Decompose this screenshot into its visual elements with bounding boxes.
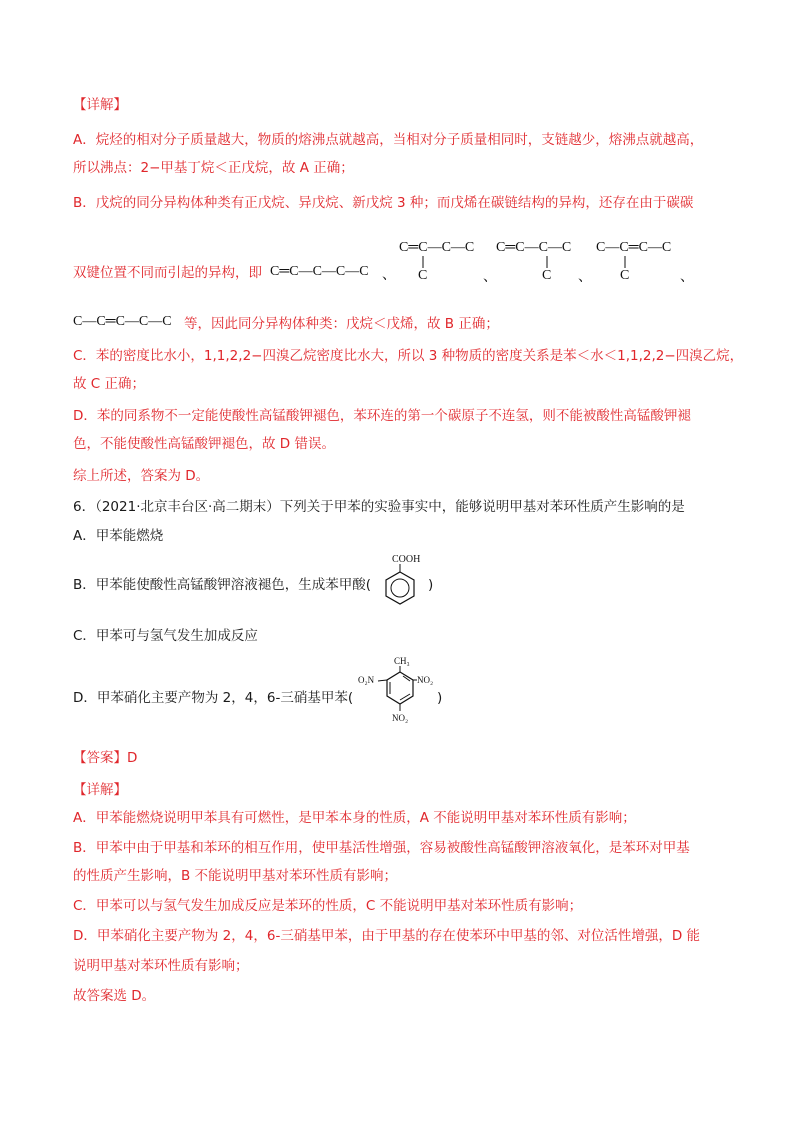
explanation2-a: A．甲苯能燃烧说明甲苯具有可燃性，是甲苯本身的性质，A 不能说明甲基对苯环性质有影响； (73, 810, 636, 826)
explanation-heading-2: 【详解】 (73, 782, 127, 798)
explanation-a-line1: A．烷烃的相对分子质量越大，物质的熔沸点就越高，当相对分子质量相同时，支链越少，熔沸点就越高， (73, 132, 704, 148)
option-a: A．甲苯能燃烧 (73, 528, 164, 544)
option-b-close: ) (428, 577, 434, 593)
conclusion: 故答案选 D。 (73, 988, 156, 1004)
tnt-ring (387, 672, 413, 704)
isomer-5: C—C═C—C—C (73, 314, 172, 329)
option-b: B．甲苯能使酸性高锰酸钾溶液褪色，生成苯甲酸( (73, 577, 372, 593)
explanation2-c: C．甲苯可以与氢气发生加成反应是苯环的性质，C 不能说明甲基对苯环性质有影响； (73, 898, 583, 914)
isomer-4-branch: C (620, 268, 630, 283)
tnt-left-bond (378, 680, 387, 681)
tnt-ch3-label: CH₃ (394, 656, 410, 666)
isomer-sep-3: 、 (578, 270, 592, 285)
isomer-3-main: C═C—C—C (496, 240, 572, 255)
tnt-structure (348, 655, 448, 727)
option-d: D．甲苯硝化主要产物为 2，4，6-三硝基甲苯( (73, 690, 354, 706)
answer-line (73, 748, 137, 768)
explanation-b-line1: B．戊烷的同分异构体种类有正戊烷、异戊烷、新戊烷 3 种；而戊烯在碳链结构的异构，还存在由于碳碳 (73, 195, 694, 211)
tnt-no2-right: NO₂ (417, 675, 434, 685)
isomer-3-branch: C (542, 268, 552, 283)
tnt-double-bond-3 (403, 676, 410, 681)
explanation-c-line2: 故 C 正确； (73, 376, 146, 392)
question-6-stem: 6．（2021·北京丰台区·高二期末）下列关于甲苯的实验事实中，能够说明甲基对苯环性质产生影响的是 (73, 499, 685, 515)
answer-value: D (127, 750, 138, 766)
tnt-no2-bottom: NO₂ (392, 713, 409, 723)
explanation2-d-line1: D．甲苯硝化主要产物为 2，4，6-三硝基甲苯，由于甲基的存在使苯环中甲基的邻、对位活性增强，D 能 (73, 928, 701, 944)
benzene-ring (386, 572, 414, 604)
benzene-aromatic-circle (391, 579, 409, 597)
option-c: C．甲苯可与氢气发生加成反应 (73, 628, 258, 644)
answer-label: 【答案】 (73, 750, 127, 766)
explanation-heading-1: 【详解】 (73, 97, 127, 113)
explanation2-d-line2: 说明甲基对苯环性质有影响； (73, 958, 249, 974)
explanation-d-line2: 色，不能使酸性高锰酸钾褪色，故 D 错误。 (73, 436, 335, 452)
explanation-c-line1: C．苯的密度比水小，1,1,2,2−四溴乙烷密度比水大，所以 3 种物质的密度关系是苯＜水＜1,1,2,2−四溴乙烷， (73, 348, 744, 364)
explanation2-b-line1: B．甲苯中由于甲基和苯环的相互作用，使甲基活性增强，容易被酸性高锰酸钾溶液氧化，是苯环对甲基 (73, 840, 690, 856)
benzoic-cooh-label: COOH (392, 554, 421, 565)
isomer-1: C═C—C—C—C (270, 264, 369, 279)
explanation-d-line1: D．苯的同系物不一定能使酸性高锰酸钾褪色，苯环连的第一个碳原子不连氢，则不能被酸性高锰酸钾褪 (73, 408, 691, 424)
explanation-b-line3: 等，因此同分异构体种类：戊烷＜戊烯，故 B 正确； (184, 316, 499, 332)
isomer-sep-4: 、 (680, 270, 694, 285)
isomer-sep-1: 、 (382, 268, 396, 283)
explanation2-b-line2: 的性质产生影响，B 不能说明甲基对苯环性质有影响； (73, 868, 398, 884)
isomer-4-main: C—C═C—C (596, 240, 672, 255)
option-d-close: ) (437, 690, 443, 706)
tnt-no2-left: O₂N (358, 675, 375, 685)
isomer-2-main: C═C—C—C (399, 240, 475, 255)
summary: 综上所述，答案为 D。 (73, 468, 210, 484)
explanation-b-line2: 双键位置不同而引起的异构，即 (73, 265, 262, 281)
isomer-sep-2: 、 (483, 270, 497, 285)
explanation-a-line2: 所以沸点：2−甲基丁烷＜正戊烷，故 A 正确； (73, 160, 354, 176)
isomer-2-branch: C (418, 268, 428, 283)
